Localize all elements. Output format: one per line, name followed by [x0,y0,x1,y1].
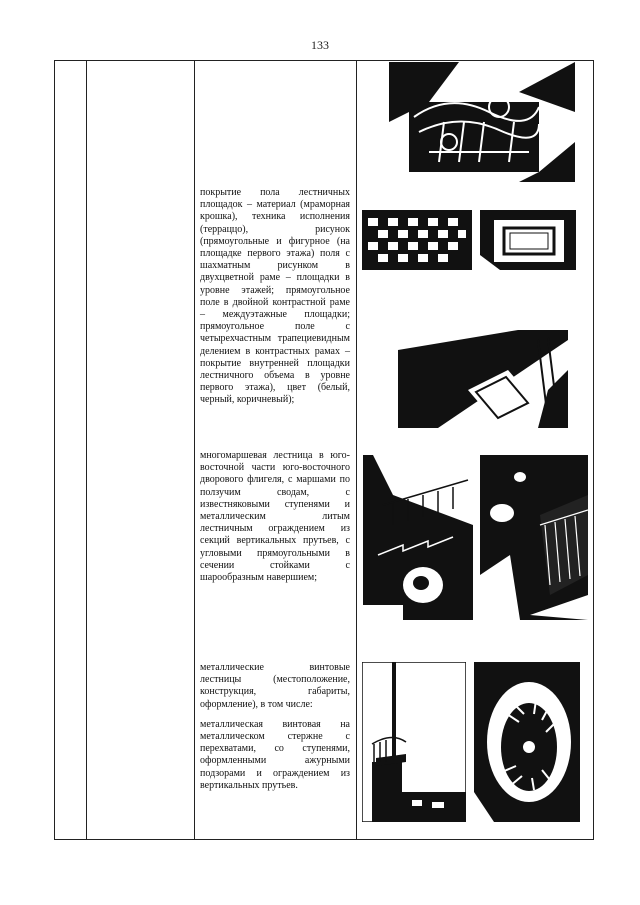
paragraph: многомаршевая лестница в юго-восточной части юго-восточного дворового флигеля, с маршами по ползучим сводам, с известняковыми ступенями и металлическим литым лестничным ограждением из секций вертикальных прутьев, с угловыми прямоугольными в сечении стойками с шарообразным навершием; [200,450,350,584]
text-multiflight-stair [200,450,350,592]
photo-floor-checkerboard [362,210,472,270]
paragraph: металлические винтовые лестницы (местоположение, конструкция, габариты, оформление), в том числе: [200,662,350,710]
page-number: 133 [311,38,329,52]
paragraph: металлическая винтовая на металлическом стержне с перехватами, со ступенями, оформленными ажурными подзорами и ограждением из вертикальных прутьев. [200,718,350,791]
paragraph: покрытие пола лестничных площадок – материал (мраморная крошка), техника исполнения (терраццо), рисунок (прямоугольные и фигурное (на площадке первого этажа) поля с шахматным рисунком в двухцветной раме – площадки в уровне этажей; прямоугольное поле в двойной контрастной раме – междуэтажные площадки; прямоугольное поле с четырехчастным трапециевидным делением в контрастных рамах – покрытие внутренней площадки лестничного объема в уровне первого этажа), цвет (белый, черный, коричневый); [200,187,350,406]
photo-stair-landing-floor [398,330,568,428]
photo-spiral-stair-right [474,662,580,822]
table-column-divider [194,61,195,839]
text-spiral-stairs [200,662,350,800]
photo-multiflight-stair-left [363,455,473,620]
text-floor-covering [200,187,350,415]
photo-multiflight-stair-right [480,455,588,620]
table-column-divider [356,61,357,839]
photo-floor-framed-panel [480,210,576,270]
table-column-divider [86,61,87,839]
photo-spiral-stair-left [362,662,466,822]
photo-stair-railing-ornate [389,62,575,182]
